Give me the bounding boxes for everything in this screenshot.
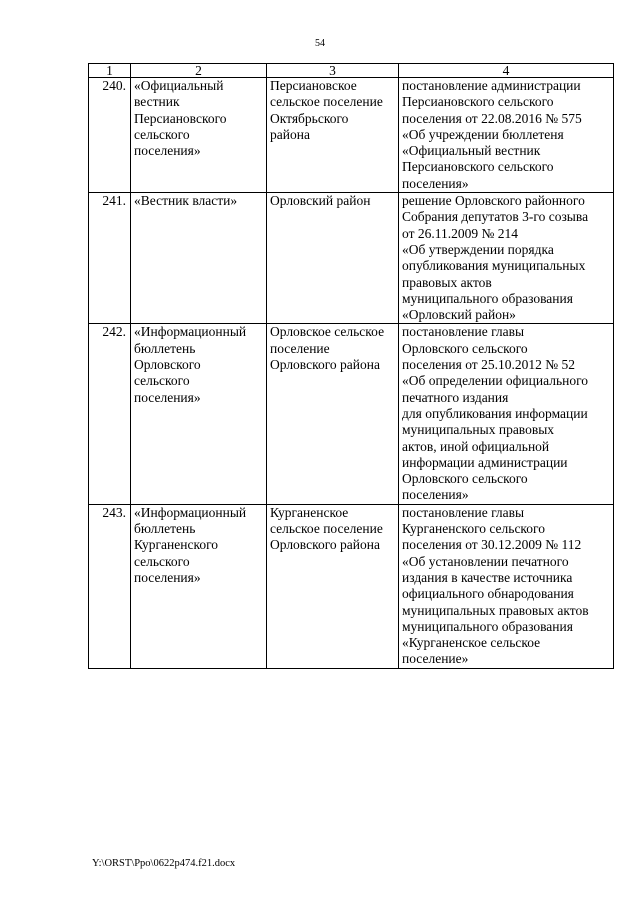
legal-act: постановление администрации Персиановского сельского поселения от 22.08.2016 № 575 «Об учреждении бюллетеня «Официальный вестник Персиановского сельского поселения» [399,78,614,193]
column-header: 4 [399,64,614,78]
column-header: 3 [267,64,399,78]
legal-act: постановление главы Курганенского сельского поселения от 30.12.2009 № 112 «Об установлении печатного издания в качестве источника официального обнародования муниципальных правовых актов муниципального образования «Курганенское сельское поселение» [399,504,614,668]
table-row [89,78,614,193]
row-number: 241. [89,193,131,324]
table-row [89,193,614,324]
table-row [89,504,614,668]
territory: Курганенское сельское поселение Орловского района [267,504,399,668]
row-number: 242. [89,324,131,504]
registry-table [88,63,614,669]
table-row [89,324,614,504]
territory: Орловское сельское поселение Орловского района [267,324,399,504]
column-header: 1 [89,64,131,78]
table-header-row [89,64,614,78]
territory: Персиановское сельское поселение Октябрьского района [267,78,399,193]
publication-name: «Информационный бюллетень Курганенского сельского поселения» [131,504,267,668]
row-number: 243. [89,504,131,668]
territory: Орловский район [267,193,399,324]
legal-act: постановление главы Орловского сельского поселения от 25.10.2012 № 52 «Об определении официального печатного издания для опубликования информации муниципальных правовых актов, иной официальной информации администрации Орловского сельского поселения» [399,324,614,504]
column-header: 2 [131,64,267,78]
legal-act: решение Орловского районного Собрания депутатов 3-го созыва от 26.11.2009 № 214 «Об утверждении порядка опубликования муниципальных правовых актов муниципального образования «Орловский район» [399,193,614,324]
row-number: 240. [89,78,131,193]
publication-name: «Вестник власти» [131,193,267,324]
publication-name: «Официальный вестник Персиановского сельского поселения» [131,78,267,193]
publication-name: «Информационный бюллетень Орловского сельского поселения» [131,324,267,504]
document-path-footer: Y:\ORST\Ppo\0622p474.f21.docx [92,858,236,869]
page-number: 54 [315,38,325,49]
